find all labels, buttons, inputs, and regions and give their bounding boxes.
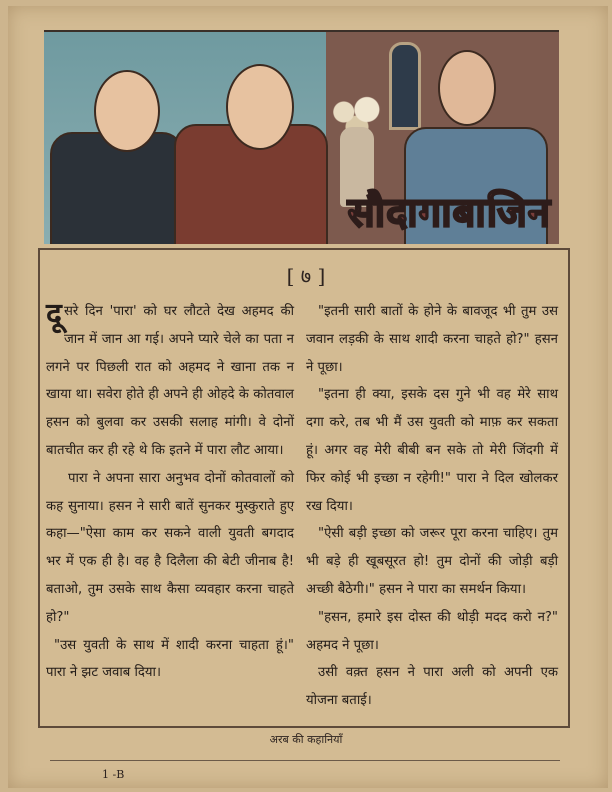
dropcap: दू — [46, 297, 62, 332]
paragraph: पारा ने अपना सारा अनुभव दोनों कोतवालों को कह सुनाया। हसन ने सारी बातें सुनकर मुस्कुराते हुए कहा—"ऐसा काम कर सकने वाली युवती बगदाद भर में एक ही है। वह है दिलैला की बेटी जीनाब है! बताओ, तुम उसके साथ कैसा व्यवहार करना चाहते हो?" — [46, 470, 294, 625]
paragraph: "इतनी सारी बातों के होने के बावजूद भी तुम उस जवान लड़की के साथ शादी करना चाहते हो?" हसन ने पूछा। — [306, 304, 558, 375]
paragraph: "ऐसी बड़ी इच्छा को जरूर पूरा करना चाहिए। तुम भी बड़े ही खूबसूरत हो! तुम दोनों की जोड़ी बड़ी अच्छी बैठेगी।" हसन ने पारा का समर्थन किया। — [306, 526, 558, 597]
story-title-art: सौदागाबाजिन — [347, 190, 551, 236]
paragraph: "हसन, हमारे इस दोस्त की थोड़ी मदद करो न?" अहमद ने पूछा। — [306, 609, 558, 653]
paragraph: "इतना ही क्या, इसके दस गुने भी वह मेरे साथ दगा करे, तब भी मैं उस युवती को माफ़ कर सकता हूं। अगर वह मेरी बीबी बन सके तो मेरी जिंदगी में फिर कोई भी इच्छा न रहेगी!" पारा ने दिल खोलकर रख दिया। — [306, 387, 558, 514]
paragraph: उसी वक़्त हसन ने पारा अली को अपनी एक योजना बताई। — [306, 665, 558, 709]
left-column — [46, 298, 294, 687]
header-illustration — [44, 30, 559, 244]
paragraph: "उस युवती के साथ में शादी करना चाहता हूं।" पारा ने झट जवाब दिया। — [46, 637, 294, 681]
paragraph: दूसरे दिन 'पारा' को घर लौटते देख अहमद की जान में जान आ गई। अपने प्यारे चेले का पता न लगने पर पिछली रात को अहमद ने खाना तक न खाया था। सवेरा होते ही अपने ही ओहदे के कोतवाल हसन को बुलवा कर उसकी सलाह मांगी। वे दोनों बातचीत कर ही रहे थे कि इतने में पारा लौट आया। — [46, 297, 294, 458]
right-column — [306, 298, 558, 715]
footer-rule — [50, 760, 560, 761]
running-footer: अरब की कहानियाँ — [269, 733, 343, 746]
arched-window — [389, 42, 421, 130]
page-folio: 1 -B — [102, 768, 125, 781]
chapter-marker: [ ७ ] — [286, 264, 326, 288]
